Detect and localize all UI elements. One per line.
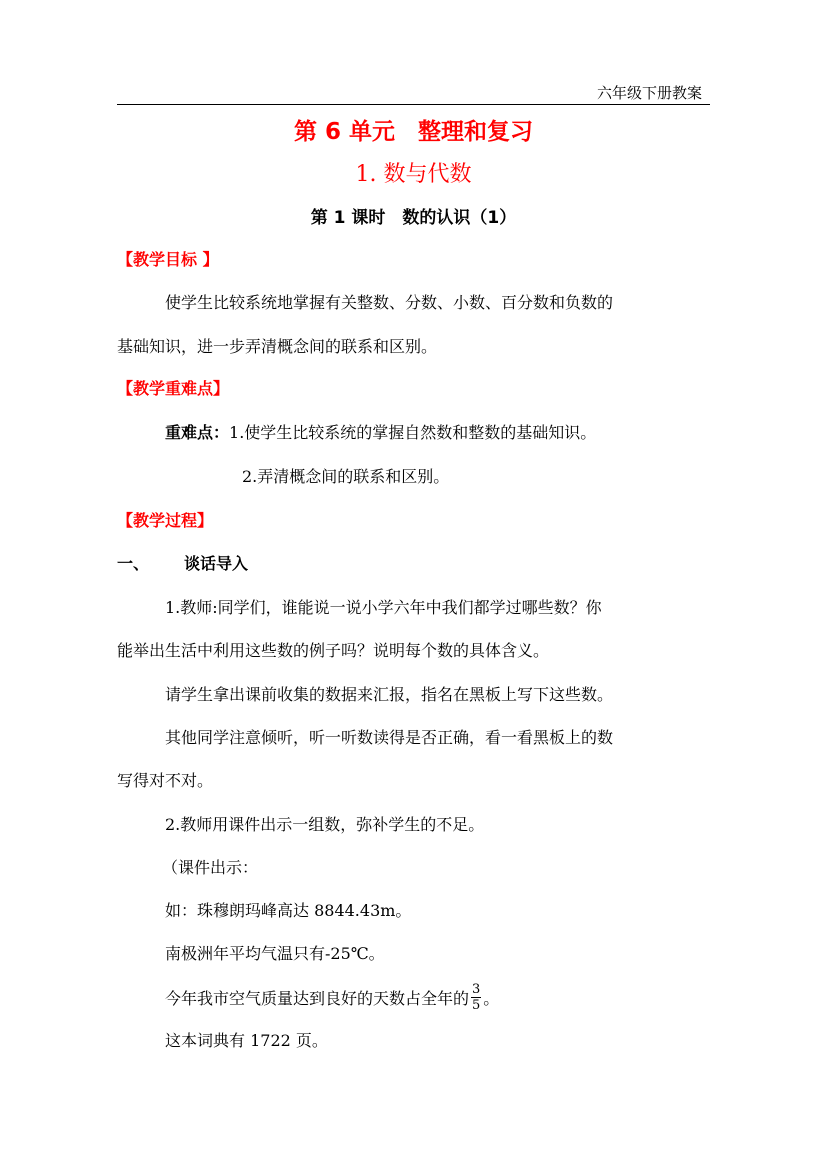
key-points-heading: 【教学重难点】 (117, 379, 230, 398)
process-paragraph-3-line-2: 写得对不对。 (117, 771, 214, 790)
lesson-title: 第 1 课时 数的认识（1） (310, 208, 517, 228)
section-title: 1. 数与代数 (355, 162, 472, 187)
process-paragraph-1-line-2: 能举出生活中利用这些数的例子吗？说明每个数的具体含义。 (117, 641, 550, 660)
process-paragraph-6: 如：珠穆朗玛峰高达 8844.43m。 (165, 901, 412, 920)
key-points-label: 重难点： (165, 423, 230, 442)
paragraph-8-prefix: 今年我市空气质量达到良好的天数占全年的 (165, 989, 470, 1008)
process-heading: 【教学过程】 (117, 511, 214, 530)
process-paragraph-1-line-1: 1.教师:同学们，谁能说一说小学六年中我们都学过哪些数？你 (165, 598, 602, 617)
objectives-line-2: 基础知识，进一步弄清概念间的联系和区别。 (117, 337, 438, 356)
process-paragraph-4: 2.教师用课件出示一组数，弥补学生的不足。 (165, 815, 485, 834)
fraction-denominator: 5 (472, 998, 481, 1013)
objectives-line-1: 使学生比较系统地掌握有关整数、分数、小数、百分数和负数的 (165, 293, 614, 312)
fraction-three-fifths (471, 982, 481, 1013)
paragraph-8-suffix: 。 (483, 989, 500, 1008)
fraction-numerator: 3 (472, 982, 481, 997)
process-paragraph-7: 南极洲年平均气温只有-25℃。 (165, 944, 385, 963)
process-paragraph-3-line-1: 其他同学注意倾听，听一听数读得是否正确，看一看黑板上的数 (165, 728, 614, 747)
document-header-label: 六年级下册教案 (596, 84, 702, 102)
key-points-item-2: 2.弄清概念间的联系和区别。 (242, 467, 450, 486)
process-paragraph-5: （课件出示： (162, 858, 259, 877)
unit-title: 第 6 单元 整理和复习 (293, 119, 534, 145)
process-paragraph-9: 这本词典有 1722 页。 (165, 1031, 328, 1050)
process-step-title: 谈话导入 (184, 554, 249, 573)
process-step-number: 一、 (117, 554, 150, 573)
header-divider (117, 104, 710, 105)
key-points-item-1: 1.使学生比较系统的掌握自然数和整数的基础知识。 (229, 423, 597, 442)
key-points-item-1-row (165, 420, 596, 443)
process-paragraph-8 (165, 984, 499, 1015)
objectives-heading: 【教学目标 】 (117, 250, 219, 269)
process-paragraph-2: 请学生拿出课前收集的数据来汇报，指名在黑板上写下这些数。 (165, 685, 614, 704)
